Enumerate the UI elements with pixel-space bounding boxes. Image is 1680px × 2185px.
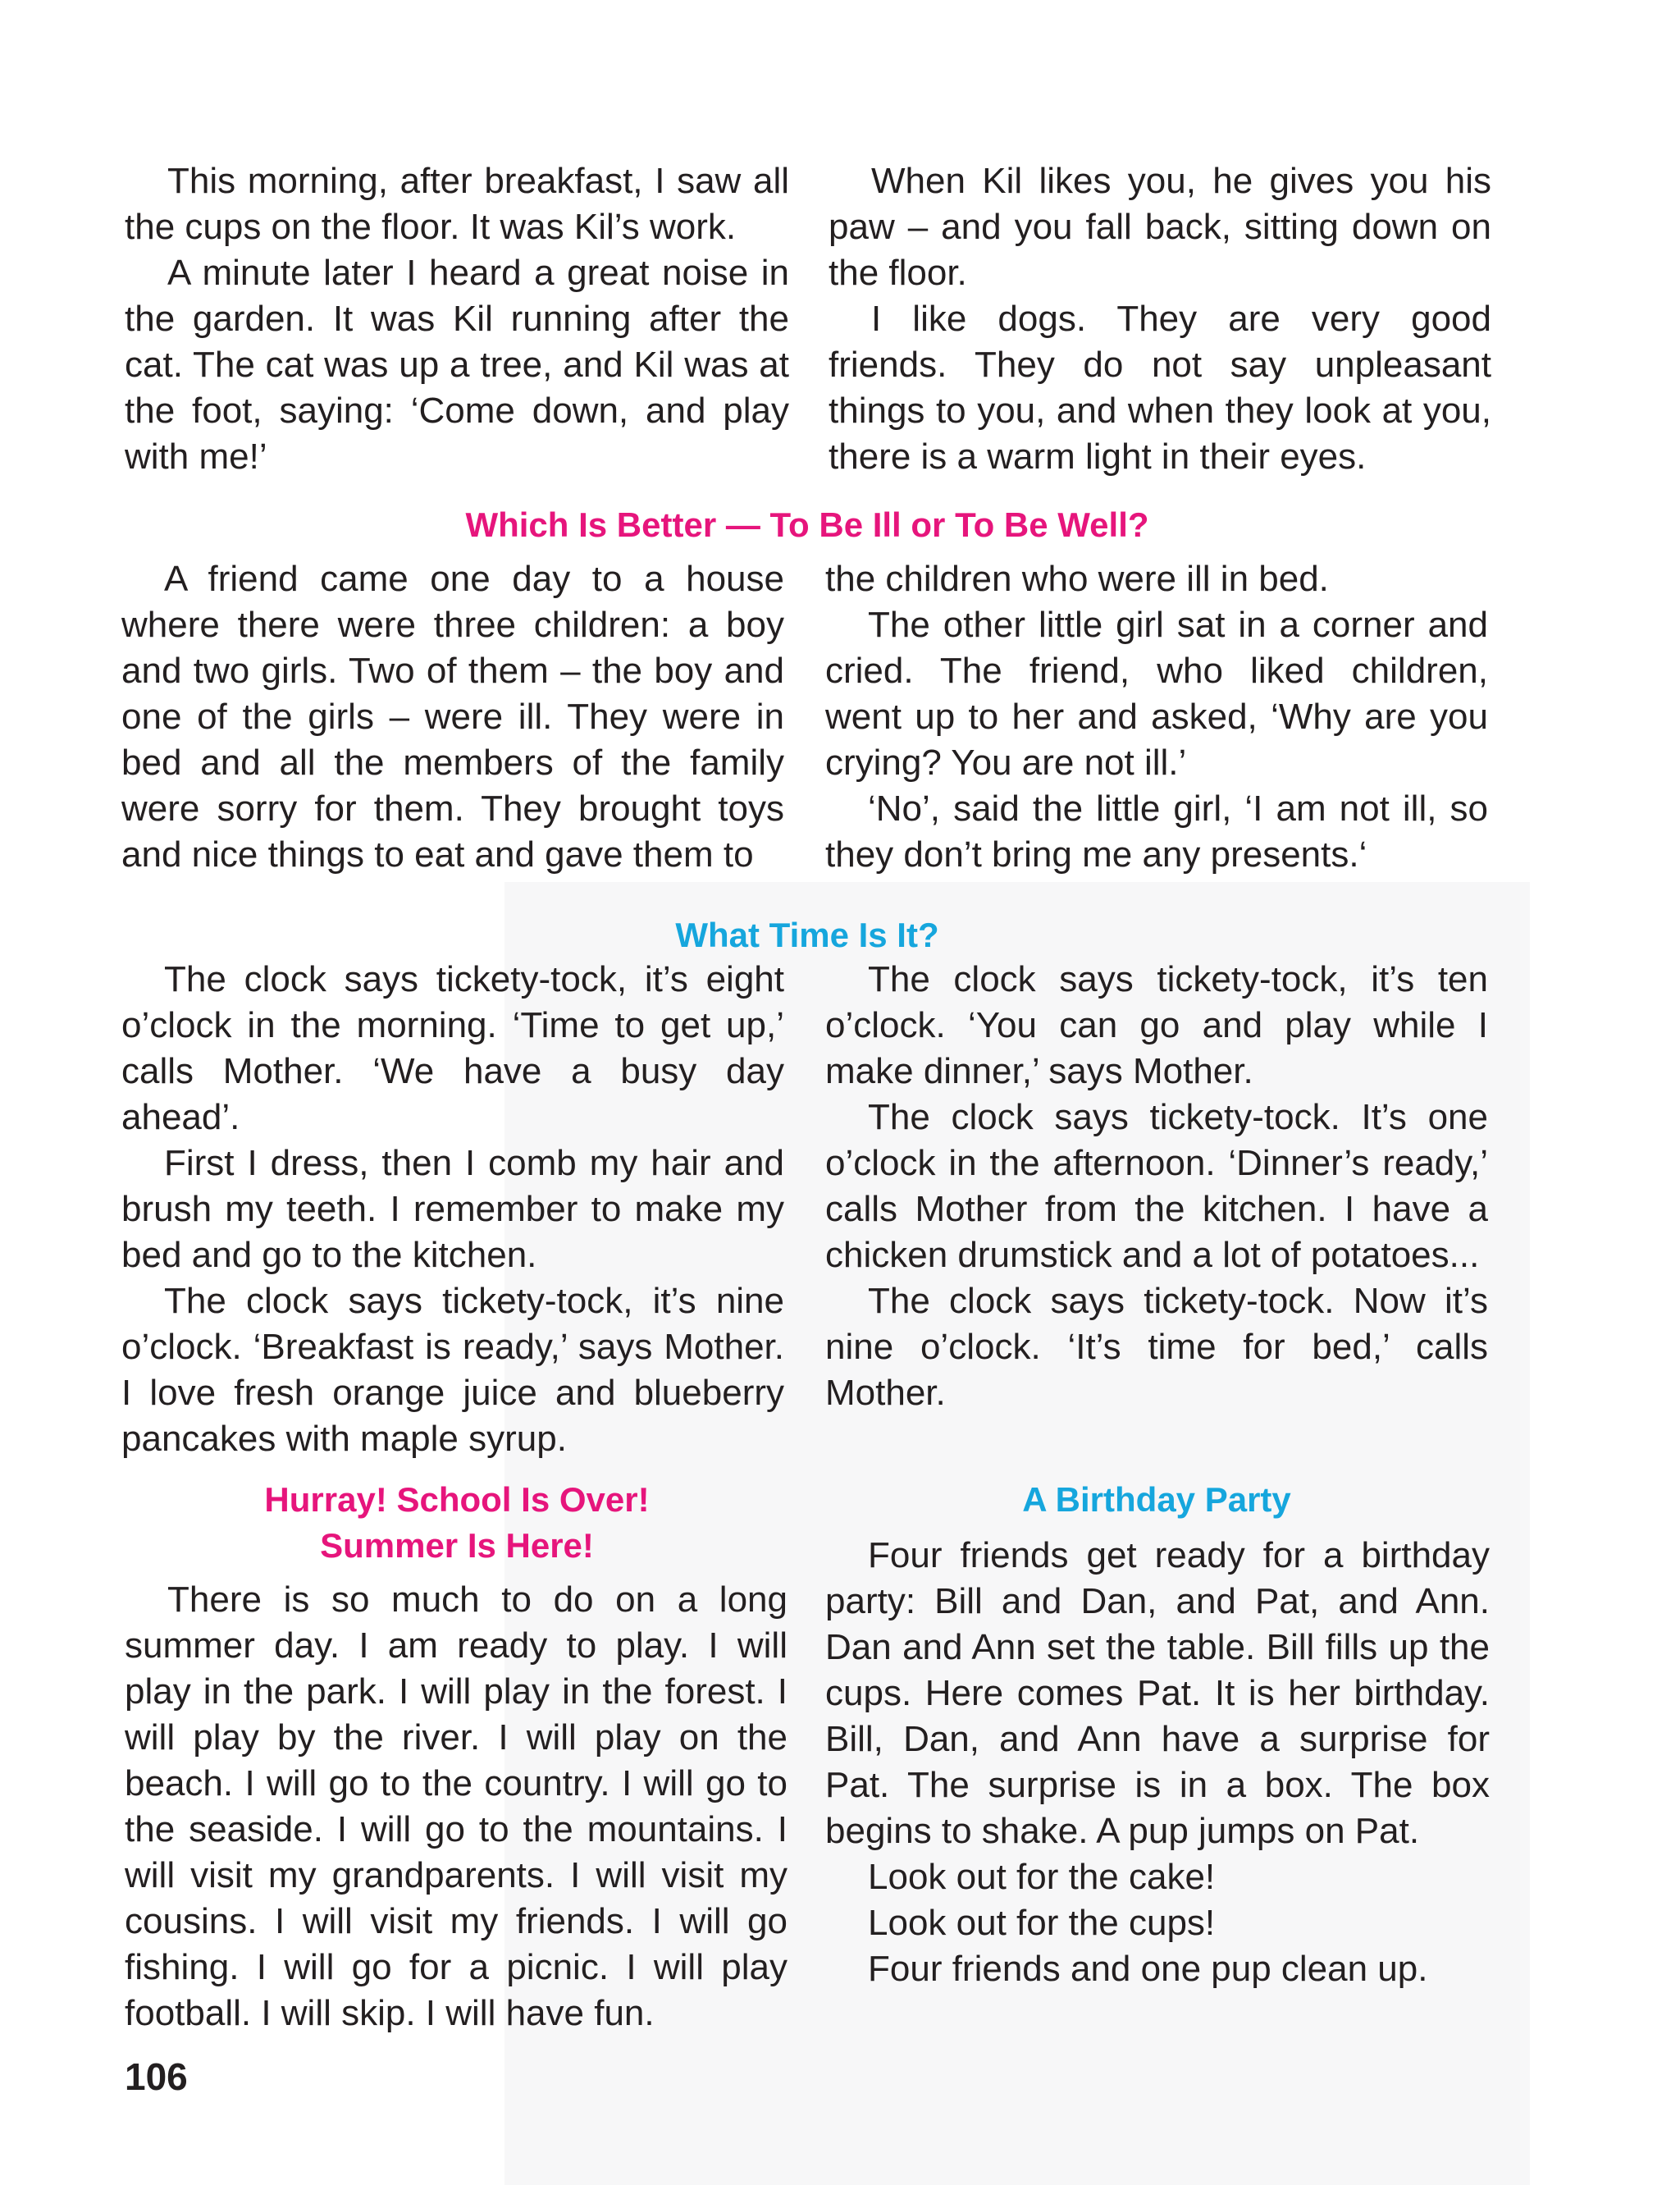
paragraph: The clock says tickety-tock, it’s nine o’clock. ‘Breakfast is ready,’ says Mother. I love fresh orange juice and blueberry pancakes with maple syrup. <box>121 1281 784 1459</box>
what-time-left-column <box>121 957 784 1462</box>
paragraph: A friend came one day to a house where there were three children: a boy and two girls. Two of them – the boy and one of the girls – were ill. They were in bed and all the members of the family were sorry for them. They brought toys and nice things to eat and gave them to <box>121 559 784 875</box>
paragraph: ‘No’, said the little girl, ‘I am not ill, so they don’t bring me any presents.‘ <box>825 789 1488 875</box>
birthday-column <box>825 1533 1490 1992</box>
summer-title-line1: Hurray! School Is Over! <box>264 1480 650 1519</box>
paragraph: The clock says tickety-tock, it’s ten o’clock. ‘You can go and play while I make dinner,’ says Mother. <box>825 959 1488 1091</box>
what-time-title: What Time Is It? <box>675 916 939 954</box>
summer-title-line2: Summer Is Here! <box>320 1526 594 1565</box>
paragraph: The clock says tickety-tock, it’s eight o’clock in the morning. ‘Time to get up,’ calls Mother. ‘We have a busy day ahead’. <box>121 959 784 1137</box>
paragraph: The clock says tickety-tock. Now it’s nine o’clock. ‘It’s time for bed,’ calls Mother. <box>825 1281 1488 1413</box>
paragraph: I like dogs. They are very good friends. They do not say unpleasant things to you, and when they look at you, there is a warm light in their eyes. <box>829 299 1491 477</box>
page-number: 106 <box>125 2055 188 2098</box>
paragraph: When Kil likes you, he gives you his paw – and you fall back, sitting down on the floor. <box>829 161 1491 293</box>
paragraph: First I dress, then I comb my hair and brush my teeth. I remember to make my bed and go to the kitchen. <box>121 1143 784 1275</box>
paragraph: Look out for the cups! <box>868 1903 1216 1943</box>
which-is-better-title: Which Is Better — To Be Ill or To Be Well? <box>465 505 1149 544</box>
paragraph: A minute later I heard a great noise in the garden. It was Kil running after the cat. The cat was up a tree, and Kil was at the foot, saying: ‘Come down, and play with me!’ <box>125 253 789 477</box>
summer-column <box>125 1577 788 2036</box>
paragraph: The clock says tickety-tock. It’s one o’clock in the afternoon. ‘Dinner’s ready,’ calls Mother from the kitchen. I have a chicken drumstick and a lot of potatoes... <box>825 1097 1488 1275</box>
paragraph: There is so much to do on a long summer day. I am ready to play. I will play in the park. I will play in the forest. I will play by the river. I will play on the beach. I will go to the country. I will go to the seaside. I will go to the mountains. I will visit my grandparents. I will visit my cousins. I will visit my friends. I will go fishing. I will go for a picnic. I will play football. I will skip. I will have fun. <box>125 1579 788 2033</box>
paragraph: Four friends get ready for a birthday party: Bill and Dan, and Pat, and Ann. Dan and Ann set the table. Bill fills up the cups. Here comes Pat. It is her birthday. Bill, Dan, and Ann have a surprise for Pat. The surprise is in a box. The box begins to shake. A pup jumps on Pat. <box>825 1535 1490 1851</box>
paragraph: This morning, after breakfast, I saw all the cups on the floor. It was Kil’s work. <box>125 161 789 247</box>
which-is-better-right-column <box>825 556 1488 878</box>
paragraph: Look out for the cake! <box>868 1857 1216 1897</box>
paragraph: Four friends and one pup clean up. <box>868 1949 1428 1989</box>
paragraph: the children who were ill in bed. <box>825 559 1329 599</box>
paragraph: The other little girl sat in a corner and cried. The friend, who liked children, went up to her and asked, ‘Why are you crying? You are not ill.’ <box>825 605 1488 783</box>
what-time-right-column <box>825 957 1488 1416</box>
birthday-title: A Birthday Party <box>1022 1480 1291 1519</box>
which-is-better-left-column <box>121 556 784 878</box>
dog-story-left-column <box>125 158 789 480</box>
dog-story-right-column <box>829 158 1491 480</box>
